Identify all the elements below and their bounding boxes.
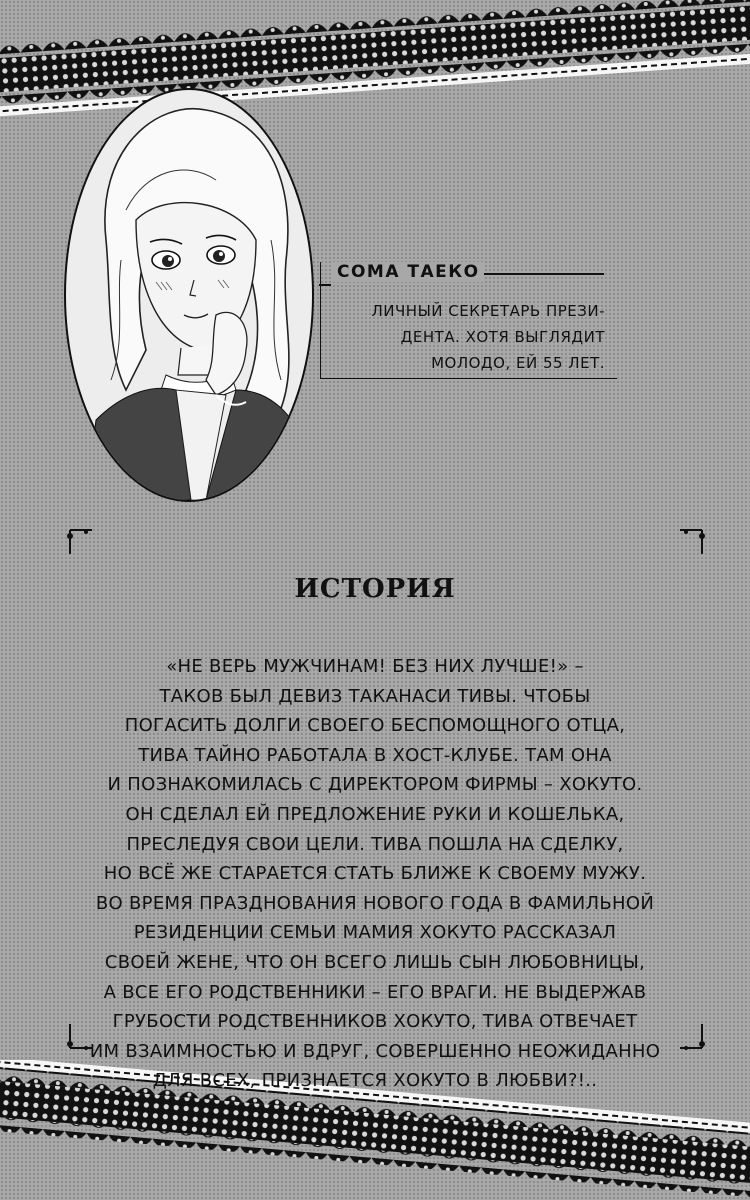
character-description-line: ДЕНТА. ХОТЯ ВЫГЛЯДИТ xyxy=(400,328,605,346)
story-line: «НЕ ВЕРЬ МУЖЧИНАМ! БЕЗ НИХ ЛУЧШЕ!» – xyxy=(166,656,584,677)
story-line: ВО ВРЕМЯ ПРАЗДНОВАНИЯ НОВОГО ГОДА В ФАМИЛЬНОЙ xyxy=(95,892,655,914)
story-line: ПРЕСЛЕДУЯ СВОИ ЦЕЛИ. ТИВА ПОШЛА НА СДЕЛКУ, xyxy=(126,833,624,855)
story-line: НО ВСЁ ЖЕ СТАРАЕТСЯ СТАТЬ БЛИЖЕ К СВОЕМУ МУЖУ. xyxy=(103,863,647,885)
story-line: ТИВА ТАЙНО РАБОТАЛА В ХОСТ-КЛУБЕ. ТАМ ОНА xyxy=(138,744,612,766)
character-portrait xyxy=(64,88,314,502)
story-line: ИМ ВЗАИМНОСТЬЮ И ВДРУГ, СОВЕРШЕННО НЕОЖИДАННО xyxy=(89,1040,661,1062)
story-line: ПОГАСИТЬ ДОЛГИ СВОЕГО БЕСПОМОЩНОГО ОТЦА, xyxy=(124,715,626,737)
character-description xyxy=(365,298,605,376)
character-name: СОМА ТАЕКО xyxy=(333,262,484,282)
story-line: ОН СДЕЛАЛ ЕЙ ПРЕДЛОЖЕНИЕ РУКИ И КОШЕЛЬКА, xyxy=(125,803,625,825)
story-line: ГРУБОСТИ РОДСТВЕННИКОВ ХОКУТО, ТИВА ОТВЕЧАЕТ xyxy=(112,1011,638,1033)
story-text xyxy=(50,652,700,1096)
story-line: РЕЗИДЕНЦИИ СЕМЬИ МАМИЯ ХОКУТО РАССКАЗАЛ xyxy=(133,922,617,944)
story-line: И ПОЗНАКОМИЛАСЬ С ДИРЕКТОРОМ ФИРМЫ – ХОКУТО. xyxy=(107,774,643,796)
top-lace-ribbon xyxy=(0,0,750,120)
story-line: А ВСЕ ЕГО РОДСТВЕННИКИ – ЕГО ВРАГИ. НЕ ВЫДЕРЖАВ xyxy=(103,981,647,1003)
corner-ornament-icon xyxy=(676,528,706,561)
story-title: ИСТОРИЯ xyxy=(294,574,456,604)
story-line: ДЛЯ ВСЕХ, ПРИЗНАЕТСЯ ХОКУТО В ЛЮБВИ?!.. xyxy=(152,1070,598,1092)
story-line: СВОЕЙ ЖЕНЕ, ЧТО ОН ВСЕГО ЛИШЬ СЫН ЛЮБОВНИЦЫ, xyxy=(104,951,646,973)
character-description-line: ЛИЧНЫЙ СЕКРЕТАРЬ ПРЕЗИ- xyxy=(371,302,605,320)
corner-ornament-icon xyxy=(66,528,96,561)
character-description-line: МОЛОДО, ЕЙ 55 ЛЕТ. xyxy=(431,354,605,372)
character-info-box xyxy=(320,262,617,379)
story-line: ТАКОВ БЫЛ ДЕВИЗ ТАКАНАСИ ТИВЫ. ЧТОБЫ xyxy=(159,685,591,707)
